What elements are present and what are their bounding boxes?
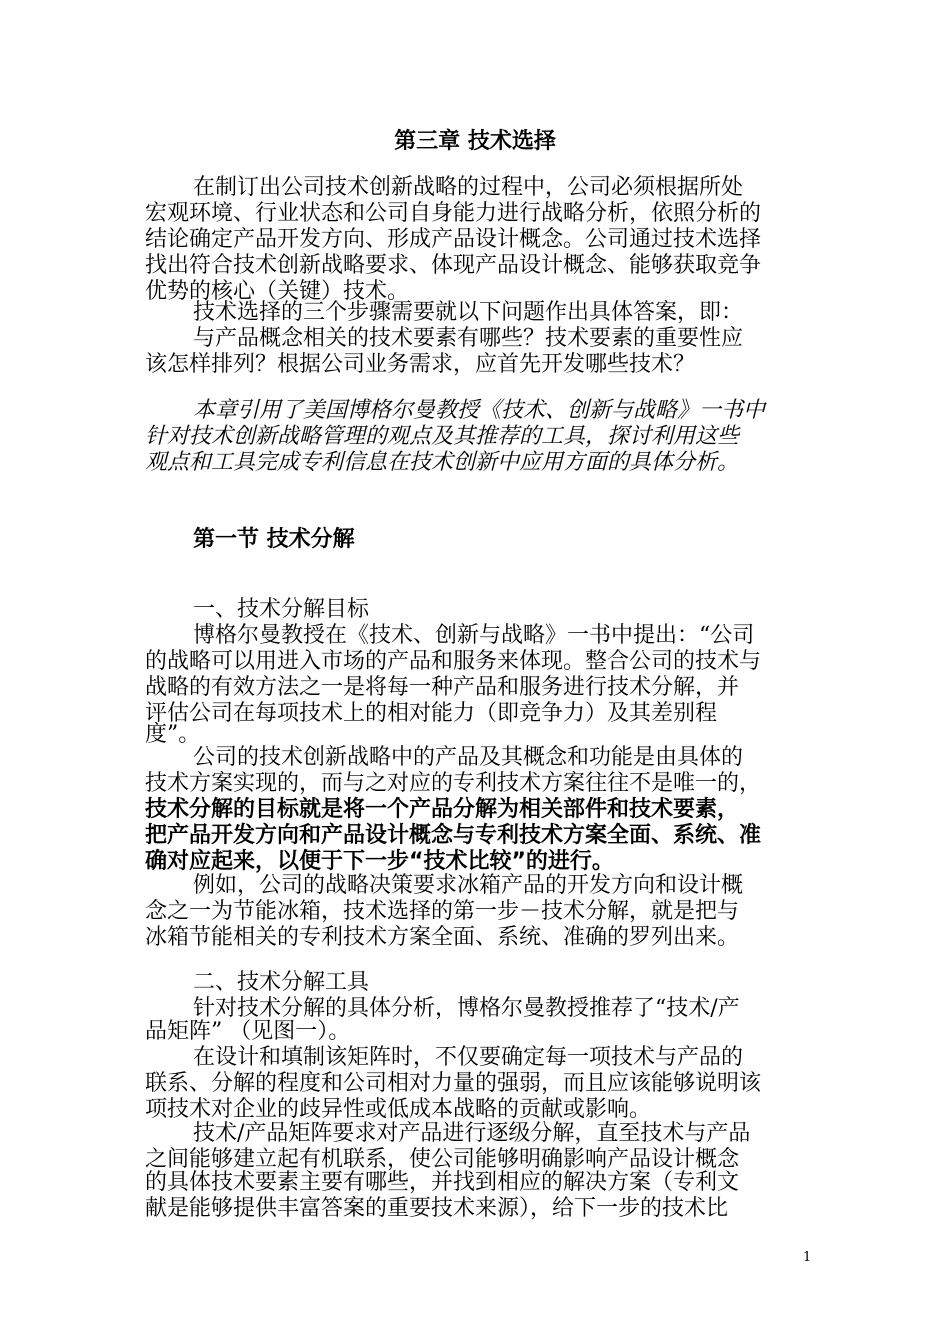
- paragraph-line: 战略的有效方法之一是将每一种产品和服务进行技术分解，并: [145, 675, 740, 700]
- paragraph-line: 博格尔曼教授在《技术、创新与战略》一书中提出：“公司: [193, 623, 755, 648]
- page-number: 1: [803, 1250, 812, 1265]
- paragraph-line: 技术方案实现的，而与之对应的专利技术方案往往不是唯一的，: [145, 771, 762, 796]
- intro-line: 宏观环境、行业状态和公司自身能力进行战略分析，依照分析的: [145, 201, 762, 226]
- section-title: 第一节 技术分解: [193, 527, 355, 552]
- paragraph-line: 之间能够建立起有机联系，使公司能够明确影响产品设计概念: [145, 1147, 740, 1172]
- bold-line: 把产品开发方向和产品设计概念与专利技术方案全面、系统、准: [145, 823, 762, 848]
- chapter-title: 第三章 技术选择: [394, 129, 556, 154]
- paragraph-line: 度”。: [145, 722, 201, 747]
- paragraph-line: 冰箱节能相关的专利技术方案全面、系统、准确的罗列出来。: [145, 925, 740, 950]
- intro-line: 该怎样排列？根据公司业务需求，应首先开发哪些技术？: [145, 352, 696, 377]
- paragraph-line: 例如，公司的战略决策要求冰箱产品的开发方向和设计概: [193, 873, 744, 898]
- paragraph-line: 技术/产品矩阵要求对产品进行逐级分解，直至技术与产品: [193, 1121, 751, 1146]
- part1-heading: 一、技术分解目标: [193, 597, 370, 622]
- bold-line: 技术分解的目标就是将一个产品分解为相关部件和技术要素，: [145, 797, 740, 822]
- paragraph-line: 在设计和填制该矩阵时，不仅要确定每一项技术与产品的: [193, 1045, 744, 1070]
- paragraph-line: 评估公司在每项技术上的相对能力（即竞争力）及其差别程: [145, 701, 718, 726]
- part2-heading: 二、技术分解工具: [193, 970, 370, 995]
- italic-note-line: 观点和工具完成专利信息在技术创新中应用方面的具体分析。: [145, 450, 740, 475]
- paragraph-line: 献是能够提供丰富答案的重要技术来源），给下一步的技术比: [145, 1196, 729, 1221]
- intro-line: 优势的核心（关键）技术。: [145, 279, 410, 304]
- paragraph-line: 念之一为节能冰箱，技术选择的第一步－技术分解，就是把与: [145, 899, 740, 924]
- paragraph-line: 联系、分解的程度和公司相对力量的强弱，而且应该能够说明该: [145, 1071, 762, 1096]
- intro-line: 结论确定产品开发方向、形成产品设计概念。公司通过技术选择: [145, 227, 762, 252]
- paragraph-line: 品矩阵” （见图一）。: [145, 1019, 351, 1044]
- paragraph-line: 针对技术分解的具体分析，博格尔曼教授推荐了“技术/产: [193, 996, 740, 1021]
- intro-line: 找出符合技术创新战略要求、体现产品设计概念、能够获取竞争: [145, 253, 762, 278]
- intro-line: 在制订出公司技术创新战略的过程中，公司必须根据所处: [193, 175, 744, 200]
- paragraph-line: 的具体技术要素主要有哪些，并找到相应的解决方案（专利文: [145, 1170, 740, 1195]
- paragraph-line: 的战略可以用进入市场的产品和服务来体现。整合公司的技术与: [145, 649, 762, 674]
- italic-note-line: 本章引用了美国博格尔曼教授《技术、创新与战略》一书中: [193, 398, 766, 423]
- intro-line: 技术选择的三个步骤需要就以下问题作出具体答案，即：: [193, 300, 744, 325]
- intro-line: 与产品概念相关的技术要素有哪些？技术要素的重要性应: [193, 326, 744, 351]
- paragraph-line: 项技术对企业的歧异性或低成本战略的贡献或影响。: [145, 1097, 652, 1122]
- italic-note-line: 针对技术创新战略管理的观点及其推荐的工具，探讨利用这些: [145, 424, 740, 449]
- paragraph-line: 公司的技术创新战略中的产品及其概念和功能是由具体的: [193, 745, 744, 770]
- bold-line: 确对应起来，以便于下一步“技术比较”的进行。: [145, 849, 614, 874]
